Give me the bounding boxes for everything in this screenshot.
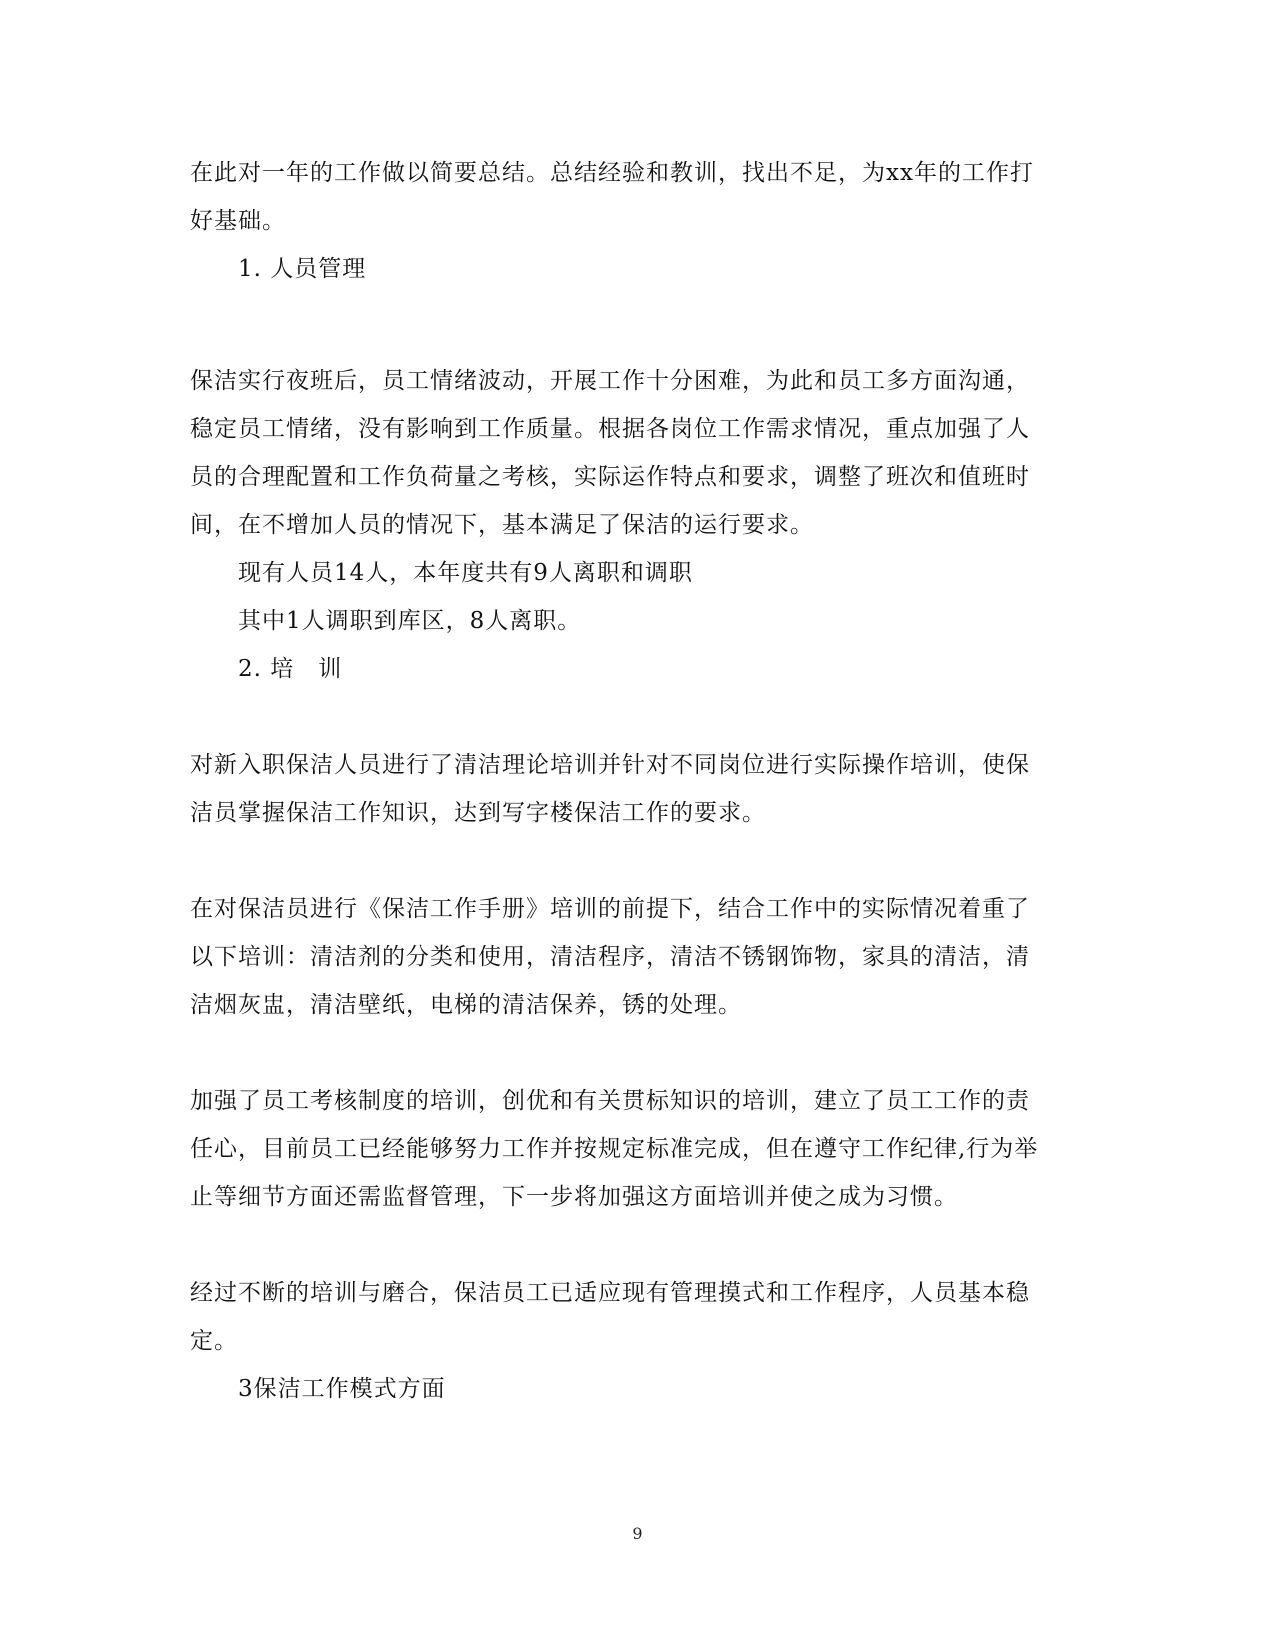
text-line: 间，在不增加人员的情况下，基本满足了保洁的运行要求。 <box>190 512 814 538</box>
paragraph-intro <box>190 149 1080 245</box>
page-number: 9 <box>632 1524 643 1543</box>
text-line: 洁烟灰盅，清洁壁纸，电梯的清洁保养，锈的处理。 <box>190 992 742 1018</box>
text-line: 其中1人调职到库区，8人离职。 <box>238 608 582 634</box>
paragraph-training-result <box>190 1269 1080 1365</box>
text-line: 对新入职保洁人员进行了清洁理论培训并针对不同岗位进行实际操作培训，使保 <box>190 752 1030 778</box>
paragraph-training-new-staff <box>190 741 1080 837</box>
text-line: 在对保洁员进行《保洁工作手册》培训的前提下，结合工作中的实际情况着重了 <box>190 896 1030 922</box>
section-heading-personnel <box>238 245 1128 293</box>
text-line: 好基础。 <box>190 208 286 234</box>
text-line: 以下培训：清洁剂的分类和使用，清洁程序，清洁不锈钢饰物，家具的清洁，清 <box>190 944 1030 970</box>
paragraph-training-manual <box>190 885 1080 1029</box>
heading-text: 1. 人员管理 <box>238 256 367 282</box>
heading-text: 2. 培 训 <box>238 656 343 682</box>
text-line: 定。 <box>190 1328 238 1354</box>
text-line: 在此对一年的工作做以简要总结。总结经验和教训，找出不足，为xx年的工作打 <box>190 160 1034 186</box>
paragraph-staff-changes <box>238 597 1128 645</box>
text-line: 止等细节方面还需监督管理，下一步将加强这方面培训并使之成为习惯。 <box>190 1184 958 1210</box>
text-line: 洁员掌握保洁工作知识，达到写字楼保洁工作的要求。 <box>190 800 766 826</box>
heading-text: 3保洁工作模式方面 <box>238 1376 446 1402</box>
paragraph-training-assessment <box>190 1077 1080 1221</box>
text-line: 加强了员工考核制度的培训，创优和有关贯标知识的培训，建立了员工工作的责 <box>190 1088 1030 1114</box>
text-line: 现有人员14人，本年度共有9人离职和调职 <box>238 560 693 586</box>
section-heading-training <box>238 645 1128 693</box>
paragraph-staff-count <box>238 549 1128 597</box>
text-line: 员的合理配置和工作负荷量之考核，实际运作特点和要求，调整了班次和值班时 <box>190 464 1030 490</box>
section-heading-work-mode <box>238 1365 1128 1413</box>
paragraph-personnel <box>190 357 1080 549</box>
text-line: 经过不断的培训与磨合，保洁员工已适应现有管理摸式和工作程序，人员基本稳 <box>190 1280 1030 1306</box>
text-line: 任心，目前员工已经能够努力工作并按规定标准完成，但在遵守工作纪律,行为举 <box>190 1136 1039 1162</box>
text-line: 保洁实行夜班后，员工情绪波动，开展工作十分困难，为此和员工多方面沟通， <box>190 368 1030 394</box>
text-line: 稳定员工情绪，没有影响到工作质量。根据各岗位工作需求情况，重点加强了人 <box>190 416 1030 442</box>
